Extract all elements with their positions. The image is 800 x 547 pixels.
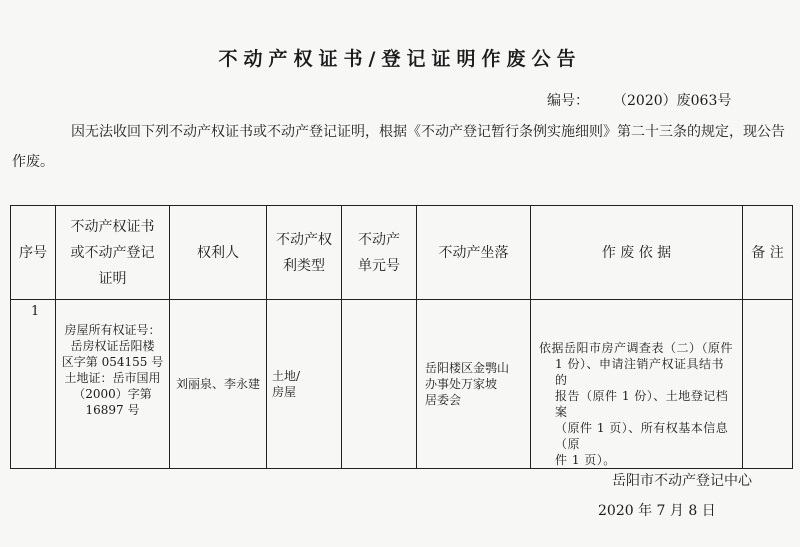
cell-certificate <box>56 300 170 469</box>
cell-holder: 刘丽泉、李永建 <box>170 300 267 469</box>
cell-basis <box>531 300 743 469</box>
header-unit-number-line: 单元号 <box>358 257 400 274</box>
cell-location <box>417 300 531 469</box>
basis-line: 件 1 页）。 <box>555 453 616 467</box>
certificate-line: 土地证：岳市国用 <box>64 371 161 385</box>
header-location: 不动产坐落 <box>417 206 531 300</box>
document-number <box>547 90 731 110</box>
cell-seq: 1 <box>11 300 56 469</box>
certificate-line: 岳房权证岳阳楼 <box>70 339 155 353</box>
document-number-label: 编号： <box>547 93 589 109</box>
header-seq: 序号 <box>11 206 56 300</box>
header-holder: 权利人 <box>170 206 267 300</box>
header-note: 备 注 <box>743 206 793 300</box>
basis-line: 报告（原件 1 份）、土地登记档案 <box>555 389 729 419</box>
header-certificate-line: 不动产权证书 <box>70 218 155 235</box>
header-basis: 作 废 依 据 <box>531 206 743 300</box>
notice-paragraph: 因无法收回下列不动产权证书或不动产登记证明，根据《不动产登记暂行条例实施细则》第二十三条的规定，现公告作废。 <box>12 124 785 170</box>
basis-line: （原件 1 页）、所有权基本信息（原 <box>555 421 729 451</box>
right-type-line: 土地/ <box>272 369 301 383</box>
document-number-value: （2020）废063号 <box>613 93 732 109</box>
table-header-row <box>11 206 793 300</box>
page-title: 不动产权证书/登记证明作废公告 <box>218 48 582 70</box>
right-type-line: 房屋 <box>272 385 297 399</box>
cell-right-type <box>267 300 342 469</box>
header-right-type-line: 不动产权 <box>276 231 332 248</box>
void-certificate-table <box>10 205 793 469</box>
basis-line: 1 份）、申请注销产权证具结书的 <box>555 357 724 387</box>
table-row <box>11 300 793 469</box>
header-right-type-line: 利类型 <box>283 257 325 274</box>
cell-unit-number <box>342 300 417 469</box>
header-unit-number <box>342 206 417 300</box>
location-line: 办事处万家坡 <box>425 377 498 391</box>
header-unit-number-line: 不动产 <box>358 231 400 248</box>
header-certificate-line: 证明 <box>98 270 127 287</box>
certificate-line: 16897 号 <box>85 403 140 417</box>
location-line: 居委会 <box>425 393 462 407</box>
certificate-line: 区字第 054155 号 <box>61 355 164 369</box>
certificate-line: 房屋所有权证号： <box>64 323 161 337</box>
certificate-line: （2000）字第 <box>73 387 152 401</box>
issuing-office: 岳阳市不动产登记中心 <box>612 473 752 489</box>
issue-date: 2020 年 7 月 8 日 <box>598 503 716 519</box>
location-line: 岳阳楼区金鹗山 <box>425 361 510 375</box>
header-certificate <box>56 206 170 300</box>
header-right-type <box>267 206 342 300</box>
header-certificate-line: 或不动产登记 <box>70 244 155 261</box>
basis-line: 依据岳阳市房产调查表（二）（原件 <box>539 341 734 355</box>
cell-note <box>743 300 793 469</box>
